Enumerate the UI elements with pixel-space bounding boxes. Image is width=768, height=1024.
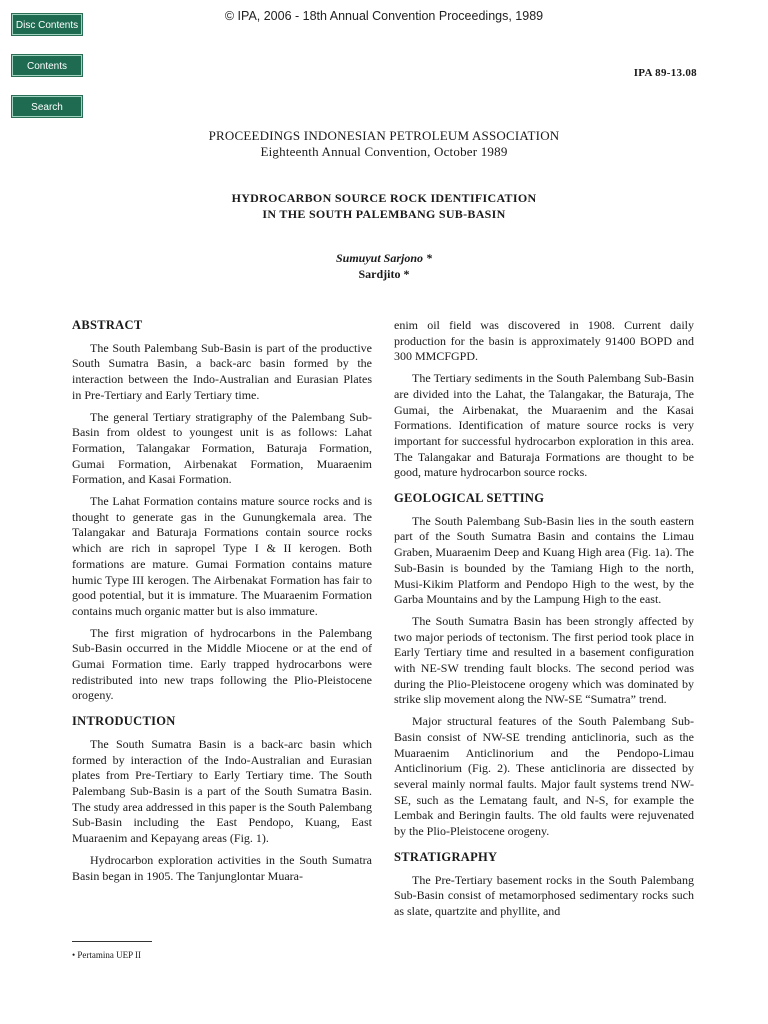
footnote: • Pertamina UEP II: [72, 950, 142, 960]
paper-id: IPA 89-13.08: [633, 67, 697, 79]
paper-title: [0, 190, 768, 222]
stratigraphy-paragraph: The Pre-Tertiary basement rocks in the South Palembang Sub-Basin consist of metamorphosed sedimentary rocks such as slate, quartzite and phyllite, and: [394, 872, 694, 918]
abstract-paragraph: The first migration of hydrocarbons in the Palembang Sub-Basin occurred in the Middle Miocene or at the end of Gumai Formation time. Early trapped hydrocarbons were redistributed into new traps following the Plio-Pleistocene orogeny.: [72, 625, 372, 703]
author-1: Sumuyut Sarjono *: [335, 251, 433, 265]
title-line-2: IN THE SOUTH PALEMBANG SUB-BASIN: [262, 207, 506, 221]
abstract-heading: ABSTRACT: [72, 318, 143, 332]
stratigraphy-heading: STRATIGRAPHY: [394, 849, 498, 864]
title-line-1: HYDROCARBON SOURCE ROCK IDENTIFICATION: [231, 191, 537, 205]
copyright-banner: © IPA, 2006 - 18th Annual Convention Proceedings, 1989: [224, 9, 544, 23]
geological-paragraph: The South Sumatra Basin has been strongly affected by two major periods of tectonism. The first period took place in Early Tertiary time and resulted in a basement configuration with NE-SW trending fault blocks. The second period was during the Plio-Pleistocene orogeny which was dominated by strike slip movement along the NW-SE “Sumatra” trend.: [394, 613, 694, 707]
authors: [0, 250, 768, 282]
continued-paragraph: enim oil field was discovered in 1908. Current daily production for the basin is approximately 91400 BOPD and 300 MMCFGPD.: [394, 318, 694, 364]
left-column: [72, 318, 372, 890]
proceedings-header: [0, 128, 768, 160]
introduction-paragraph: The South Sumatra Basin is a back-arc basin which formed by interaction of the Indo-Australian and Eurasian plates from Pre-Tertiary to Early Tertiary time. The South Palembang Sub-Basin is a part of the South Sumatra Basin. The study area addressed in this paper is the South Palembang Sub-Basin including the East Pendopo, Kuang, East Muaraenim and Kepayang areas (Fig. 1).: [72, 736, 372, 846]
abstract-paragraph: The general Tertiary stratigraphy of the Palembang Sub-Basin from oldest to youngest unit is as follows: Lahat Formation, Talangakar Formation, Baturaja Formation, Gumai Formation, Airbenakat Formation, Muaraenim Formation, and Kasai Formation.: [72, 409, 372, 487]
contents-button[interactable]: Contents: [12, 55, 82, 76]
search-button[interactable]: Search: [12, 96, 82, 117]
introduction-paragraph: The Tertiary sediments in the South Palembang Sub-Basin are divided into the Lahat, the Talangakar, the Baturaja, The Gumai, the Airbenakat, the Muaraenim and the Kasai Formations. Identification of mature source rocks is very important for successful hydrocarbon exploration in this area. The Talangakar and Baturaja Formations are thought to be good, mature hydrocarbon source rocks.: [394, 371, 694, 480]
geological-paragraph: The South Palembang Sub-Basin lies in the south eastern part of the South Sumatra Basin and contains the Limau Graben, Muaraenim Deep and Kuang High area (Fig. 1a). The Sub-Basin is bounded by the Tamiang High to the north, Musi-Kikim Platform and Pendopo High to the west, by the Garba Mountains and by the Lampung High to the east.: [394, 513, 694, 607]
geological-setting-heading: GEOLOGICAL SETTING: [394, 491, 545, 506]
disc-contents-button[interactable]: Disc Contents: [12, 14, 82, 35]
abstract-paragraph: The South Palembang Sub-Basin is part of the productive South Sumatra Basin, a back-arc basin formed by the interaction between the Indo-Australian and Eurasian Plates in Pre-Tertiary and Early Tertiary time.: [72, 340, 372, 402]
abstract-paragraph: The Lahat Formation contains mature source rocks and is thought to generate gas in the Gunungkemala area. The Talangakar and Baturaja Formations contain source rocks which are rich in sapropel Type I & II kerogen. Both formations are mature. Gumai Formation contains mature humic Type III kerogen. The Airbenakat Formation has fair to good potential, but it is immature. The Muaraenim Formation contains much organic matter but is also immature.: [72, 494, 372, 618]
author-2: Sardjito *: [358, 267, 410, 281]
geological-paragraph: Major structural features of the South Palembang Sub-Basin consist of NW-SE trending anticlinoria, such as the Muaraenim Anticlinorium and the Pendopo-Limau Anticlinorium (Fig. 2). These anticlinoria are dissected by several mainly normal faults. Major fault systems trend NW-SE, such as the Lematang fault, and N-S, for example the Lembak and Beringin faults. The old faults were rejuvenated by the Plio-Pleistocene orogeny.: [394, 714, 694, 839]
introduction-paragraph: Hydrocarbon exploration activities in the South Sumatra Basin began in 1905. The Tanjunglontar Muara-: [72, 852, 372, 883]
association-name: PROCEEDINGS INDONESIAN PETROLEUM ASSOCIATION: [208, 128, 560, 143]
introduction-heading: INTRODUCTION: [72, 714, 176, 729]
right-column: [394, 318, 694, 926]
footnote-divider: [72, 941, 152, 942]
convention-line: Eighteenth Annual Convention, October 1989: [260, 144, 508, 159]
